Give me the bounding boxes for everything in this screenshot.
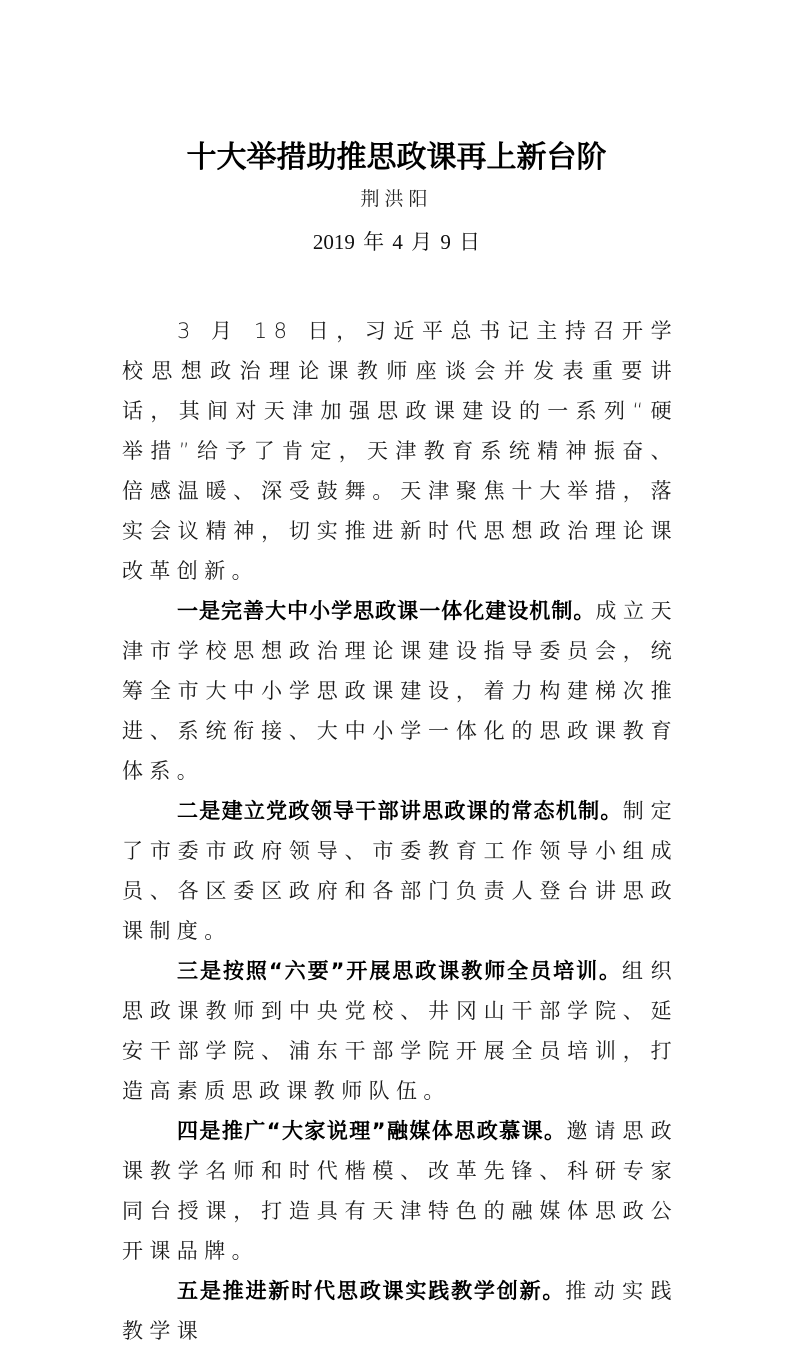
measure-heading: 三是按照“六要”开展思政课教师全员培训。 (177, 959, 623, 983)
measure-text: 邀请思政课教学名师和时代楷模、改革先锋、科研专家同台授课，打造具有天津特色的融媒体思政公开课品牌。 (122, 1119, 678, 1263)
measure-paragraph-2 (122, 791, 678, 951)
measure-text: 推动实践教学课 (122, 1279, 678, 1343)
author-name: 荆洪阳 (360, 188, 433, 210)
article-body (122, 311, 678, 1351)
measure-text: 成立天津市学校思想政治理论课建设指导委员会，统筹全市大中小学思政课建设，着力构建梯次推进、系统衔接、大中小学一体化的思政课教育体系。 (122, 599, 678, 783)
intro-paragraph: 3 月 18 日，习近平总书记主持召开学校思想政治理论课教师座谈会并发表重要讲话，其间对天津加强思政课建设的一系列“硬举措”给予了肯定，天津教育系统精神振奋、倍感温暖、深受鼓舞。天津聚焦十大举措，落实会议精神，切实推进新时代思想政治理论课改革创新。 (122, 319, 678, 583)
measure-heading: 五是推进新时代思政课实践教学创新。 (177, 1279, 566, 1303)
measure-paragraph-1 (122, 591, 678, 791)
measure-text: 制定了市委市政府领导、市委教育工作领导小组成员、各区委区政府和各部门负责人登台讲思政课制度。 (122, 799, 678, 943)
document-title: 十大举措助推思政课再上新台阶 (186, 140, 607, 175)
measure-paragraph-3 (122, 951, 678, 1111)
measure-text: 组织思政课教师到中央党校、井冈山干部学院、延安干部学院、浦东干部学院开展全员培训，打造高素质思政课教师队伍。 (122, 959, 678, 1103)
publish-date: 2019 年 4 月 9 日 (312, 230, 481, 254)
measure-paragraph-5 (122, 1271, 678, 1351)
measure-heading: 二是建立党政领导干部讲思政课的常态机制。 (177, 799, 623, 823)
measure-paragraph-4 (122, 1111, 678, 1271)
measure-heading: 一是完善大中小学思政课一体化建设机制。 (177, 599, 596, 623)
measure-heading: 四是推广“大家说理”融媒体思政慕课。 (177, 1119, 567, 1143)
